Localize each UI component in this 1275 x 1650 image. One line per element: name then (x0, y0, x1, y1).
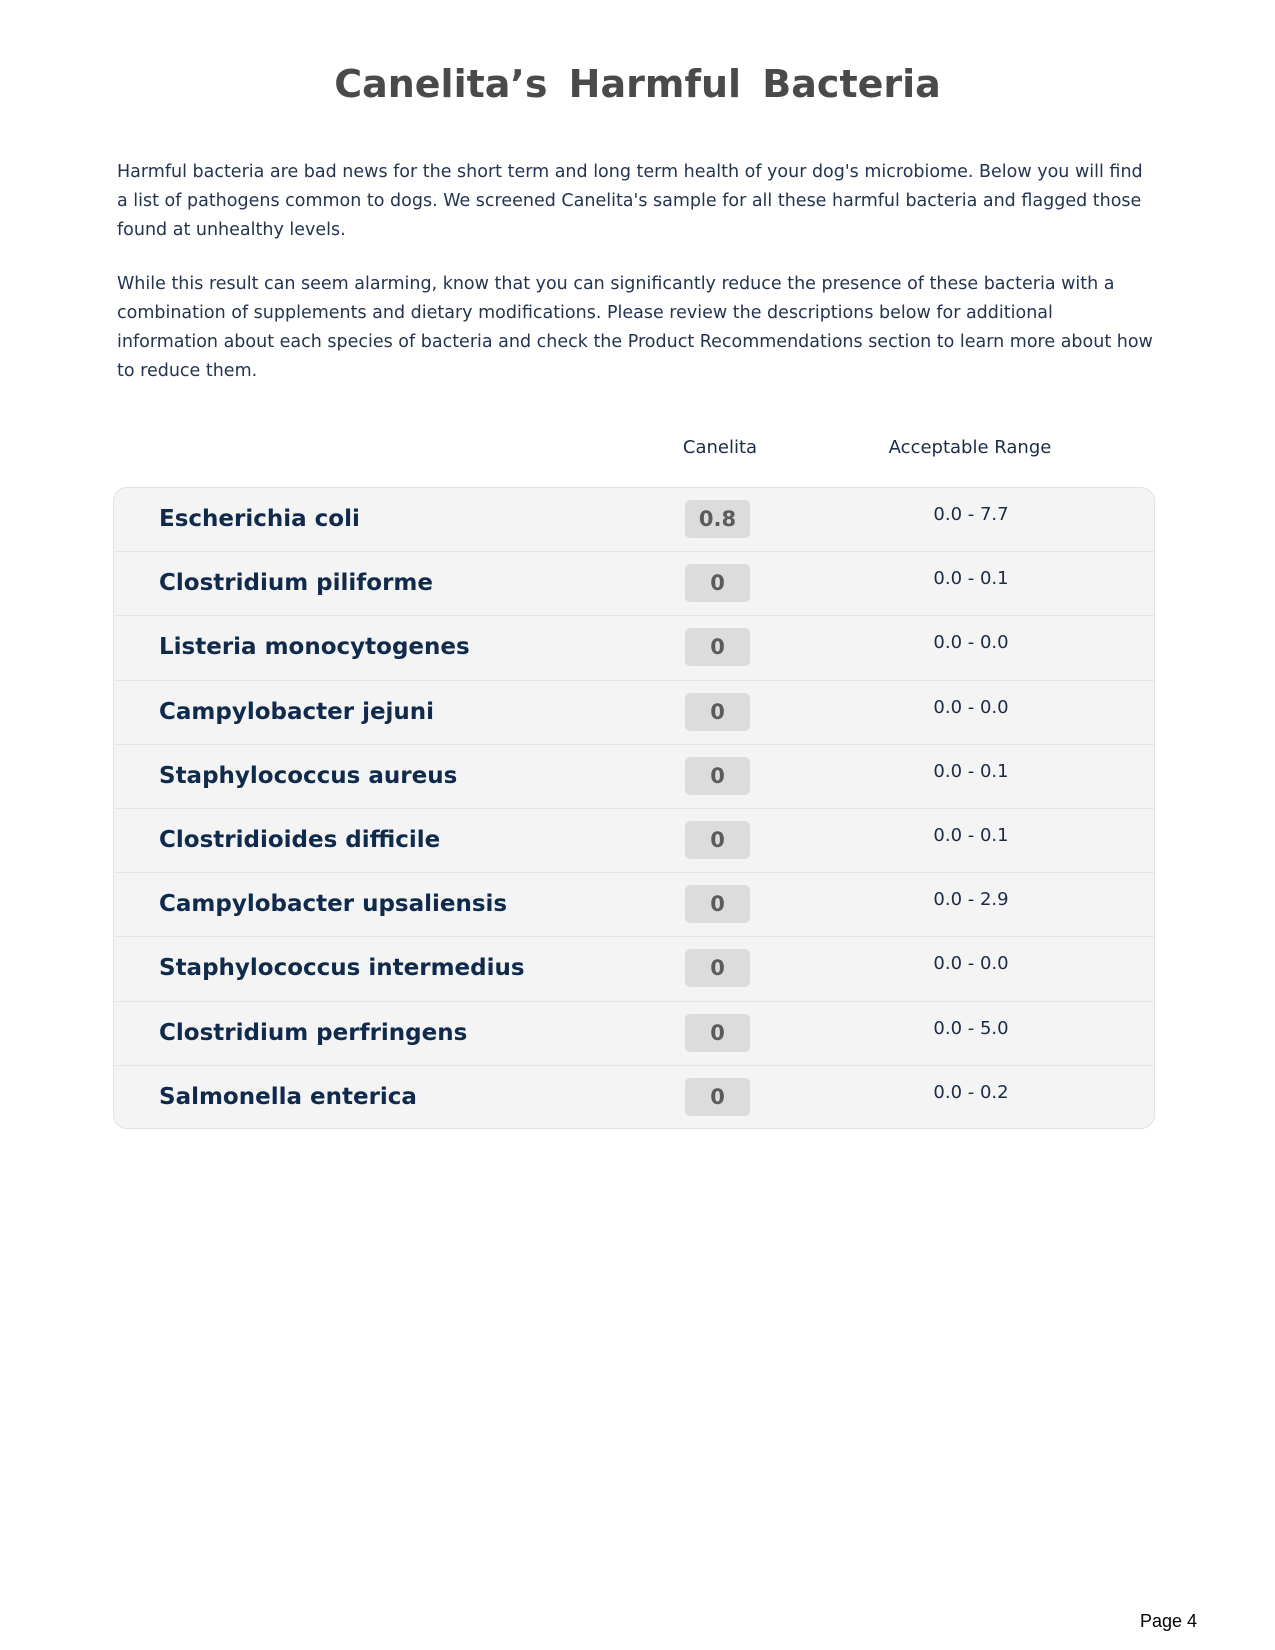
acceptable-range: 0.0 - 7.7 (933, 504, 1009, 525)
bacteria-name: Clostridioides difficile (159, 826, 441, 853)
table-row (114, 681, 1154, 745)
acceptable-range: 0.0 - 5.0 (933, 1017, 1009, 1039)
acceptable-range: 0.0 - 0.1 (933, 568, 1009, 590)
value-badge: 0 (685, 693, 750, 731)
acceptable-range: 0.0 - 0.0 (933, 632, 1009, 654)
intro-paragraph-1: Harmful bacteria are bad news for the short term and long term health of your dog's microbiome. Below you will find a list of pathogens common to dogs. We screened Canelita's sample for all these harmful bacteria and flagged those found at unhealthy levels. (117, 162, 1143, 240)
acceptable-range: 0.0 - 0.2 (933, 1081, 1009, 1103)
table-row (114, 937, 1154, 1001)
acceptable-range: 0.0 - 2.9 (933, 889, 1009, 911)
bacteria-name: Escherichia coli (159, 506, 360, 532)
table-row (114, 616, 1154, 680)
value-badge: 0 (685, 885, 750, 923)
bacteria-name: Campylobacter upsaliensis (159, 891, 508, 918)
column-header-acceptable-range: Acceptable Range (888, 437, 1052, 458)
acceptable-range: 0.0 - 0.0 (933, 953, 1009, 975)
value-badge: 0 (685, 564, 750, 602)
value-badge: 0 (685, 1078, 750, 1116)
acceptable-range: 0.0 - 0.1 (933, 824, 1009, 846)
table-row (114, 552, 1154, 616)
value-badge: 0 (685, 757, 750, 795)
page-title: Canelita’s Harmful Bacteria (334, 62, 941, 106)
bacteria-name: Salmonella enterica (159, 1083, 417, 1110)
table-row (114, 809, 1154, 873)
value-badge: 0 (685, 821, 750, 859)
table-row (114, 488, 1154, 552)
column-header-canelita: Canelita (682, 437, 758, 458)
table-row (114, 745, 1154, 809)
table-row (114, 1002, 1154, 1066)
bacteria-name: Campylobacter jejuni (159, 698, 435, 725)
page-number: Page 4 (1140, 1611, 1198, 1631)
bacteria-name: Staphylococcus aureus (159, 762, 458, 789)
bacteria-name: Clostridium piliforme (159, 570, 434, 597)
value-badge: 0 (685, 628, 750, 666)
bacteria-name: Listeria monocytogenes (159, 634, 470, 661)
table-row (114, 873, 1154, 937)
value-badge: 0 (685, 1014, 750, 1052)
bacteria-name: Staphylococcus intermedius (159, 955, 525, 982)
intro-paragraph-2: While this result can seem alarming, know that you can significantly reduce the presence of these bacteria with a combination of supplements and dietary modifications. Please review the descriptions below for additional information about each species of bacteria and check the Product Recommendations section to learn more about how to reduce them. (117, 274, 1153, 381)
bacteria-table (113, 487, 1155, 1129)
table-row (114, 1066, 1154, 1129)
bacteria-name: Clostridium perfringens (159, 1019, 468, 1046)
value-badge: 0 (685, 949, 750, 987)
value-badge: 0.8 (685, 500, 750, 538)
acceptable-range: 0.0 - 0.1 (933, 760, 1009, 782)
acceptable-range: 0.0 - 0.0 (933, 696, 1009, 718)
